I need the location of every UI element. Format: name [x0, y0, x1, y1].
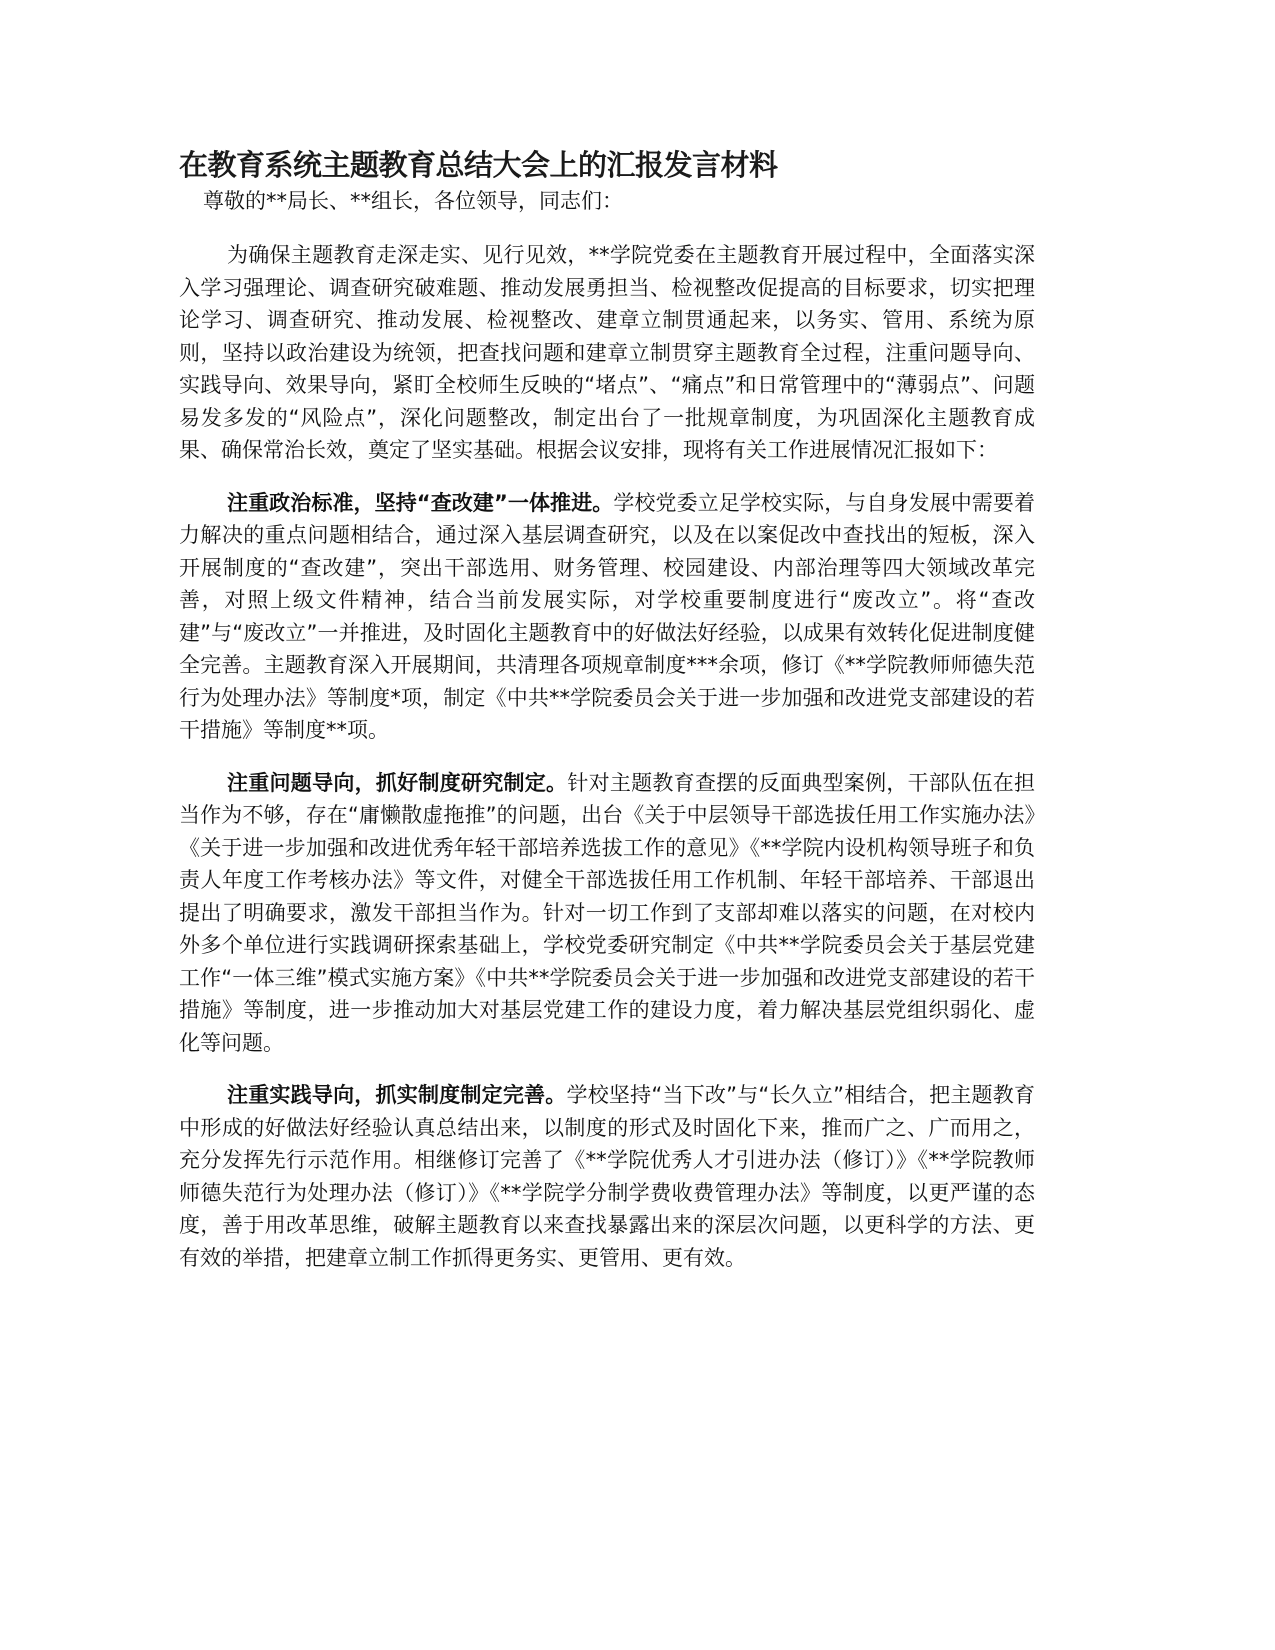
paragraph-heading: 注重实践导向，抓实制度制定完善。	[227, 1083, 567, 1107]
paragraph-text: 针对主题教育查摆的反面典型案例，干部队伍在担当作为不够，存在“庸懒散虚拖推”的问题，出台《关于中层领导干部选拔任用工作实施办法》《关于进一步加强和改进优秀年轻干部培养选拔工作的意见》《**学院内设机构领导班子和负责人年度工作考核办法》等文件，对健全干部选拔任用工作机制、年轻干部培养、干部退出提出了明确要求，激发干部担当作为。针对一切工作到了支部却难以落实的问题，在对校内外多个单位进行实践调研探索基础上，学校党委研究制定《中共**学院委员会关于基层党建工作“一体三维”模式实施方案》《中共**学院委员会关于进一步加强和改进党支部建设的若干措施》等制度，进一步推动加大对基层党建工作的建设力度，着力解决基层党组织弱化、虚化等问题。	[179, 770, 1036, 1055]
document-title: 在教育系统主题教育总结大会上的汇报发言材料	[179, 148, 778, 182]
paragraph-intro	[179, 239, 1035, 467]
paragraph-political-standard	[179, 487, 1035, 747]
salutation: 尊敬的**局长、**组长，各位领导，同志们：	[203, 189, 623, 213]
paragraph-practice-oriented	[179, 1079, 1035, 1274]
paragraph-text: 为确保主题教育走深走实、见行见效，**学院党委在主题教育开展过程中，全面落实深入学习强理论、调查研究破难题、推动发展勇担当、检视整改促提高的目标要求，切实把理论学习、调查研究、推动发展、检视整改、建章立制贯通起来，以务实、管用、系统为原则，坚持以政治建设为统领，把查找问题和建章立制贯穿主题教育全过程，注重问题导向、实践导向、效果导向，紧盯全校师生反映的“堵点”、“痛点”和日常管理中的“薄弱点”、问题易发多发的“风险点”，深化问题整改，制定出台了一批规章制度，为巩固深化主题教育成果、确保常治长效，奠定了坚实基础。根据会议安排，现将有关工作进展情况汇报如下：	[179, 243, 1035, 462]
paragraph-text: 学校党委立足学校实际，与自身发展中需要着力解决的重点问题相结合，通过深入基层调查研究，以及在以案促改中查找出的短板，深入开展制度的“查改建”，突出干部选用、财务管理、校园建设、内部治理等四大领域改革完善，对照上级文件精神，结合当前发展实际，对学校重要制度进行“废改立”。将“查改建”与“废改立”一并推进，及时固化主题教育中的好做法好经验，以成果有效转化促进制度健全完善。主题教育深入开展期间，共清理各项规章制度***余项，修订《**学院教师师德失范行为处理办法》等制度*项，制定《中共**学院委员会关于进一步加强和改进党支部建设的若干措施》等制度**项。	[179, 490, 1036, 742]
document-page	[179, 146, 1035, 1274]
paragraph-heading: 注重政治标准，坚持“查改建”一体推进。	[227, 490, 614, 515]
paragraph-heading: 注重问题导向，抓好制度研究制定。	[227, 770, 568, 795]
paragraph-text: 学校坚持“当下改”与“长久立”相结合，把主题教育中形成的好做法好经验认真总结出来，以制度的形式及时固化下来，推而广之、广而用之，充分发挥先行示范作用。相继修订完善了《**学院优秀人才引进办法（修订）》《**学院教师师德失范行为处理办法（修订）》《**学院学分制学费收费管理办法》等制度，以更严谨的态度，善于用改革思维，破解主题教育以来查找暴露出来的深层次问题，以更科学的方法、更有效的举措，把建章立制工作抓得更务实、更管用、更有效。	[179, 1083, 1035, 1270]
paragraph-problem-oriented	[179, 767, 1035, 1060]
